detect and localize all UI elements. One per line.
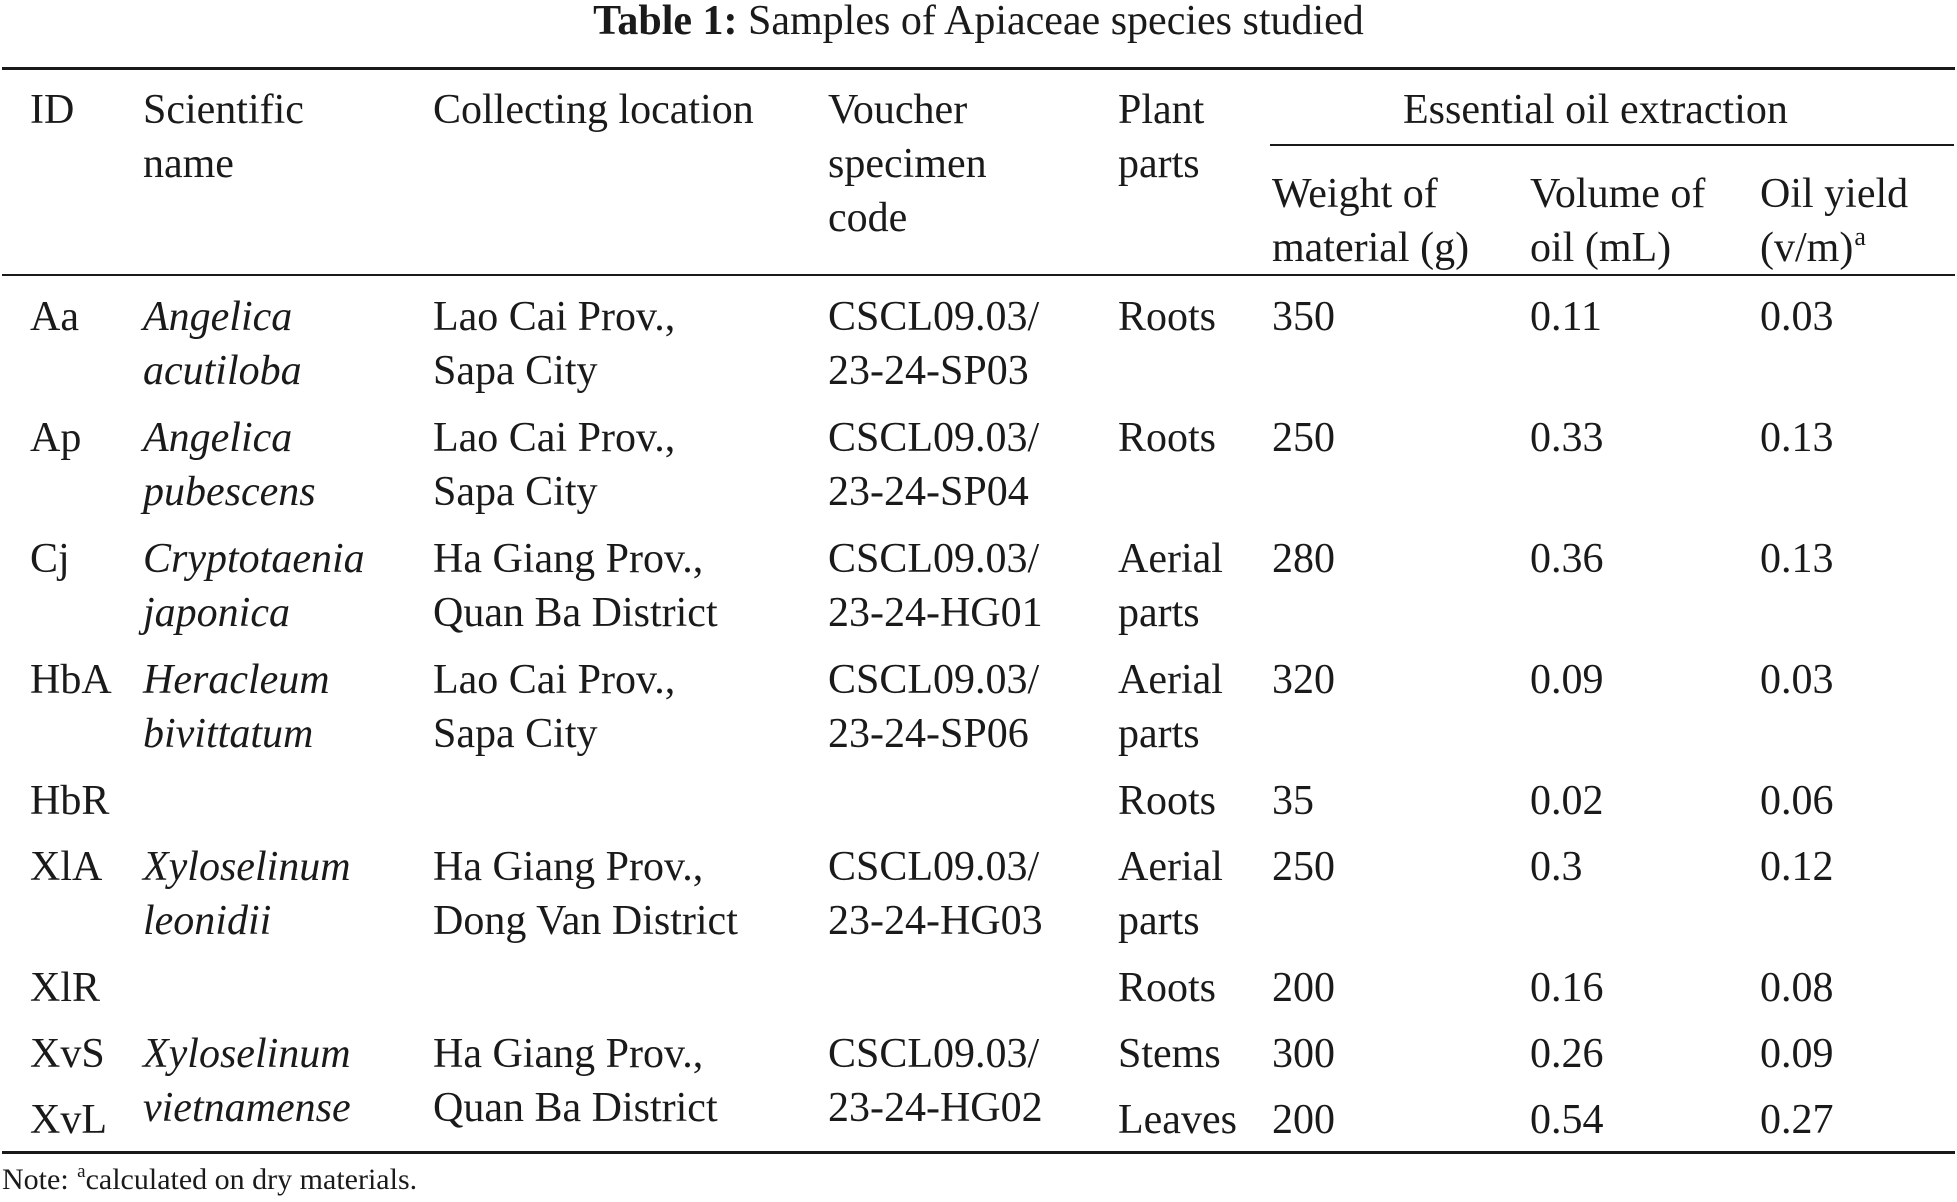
cell-weight: 200 [1272, 965, 1335, 1011]
cell-location: Lao Cai Prov., Sapa City [433, 415, 676, 515]
cell-location: Ha Giang Prov., Quan Ba District [433, 536, 718, 636]
cell-scientific-name: Xyloselinum vietnamense [143, 1031, 351, 1131]
header-weight: Weight of material (g) [1272, 171, 1470, 271]
cell-plant-part: Aerial parts [1118, 536, 1223, 636]
cell-weight: 320 [1272, 657, 1335, 703]
cell-oil-yield: 0.03 [1760, 657, 1834, 703]
cell-voucher: CSCL09.03/ 23-24-HG02 [828, 1031, 1043, 1131]
cell-voucher: CSCL09.03/ 23-24-HG03 [828, 844, 1043, 944]
header-id: ID [30, 87, 75, 133]
note-prefix: Note: [2, 1163, 69, 1196]
cell-plant-part: Aerial parts [1118, 844, 1223, 944]
cell-plant-part: Roots [1118, 778, 1217, 824]
cell-plant-part: Roots [1118, 294, 1217, 340]
cell-oil-yield: 0.13 [1760, 536, 1834, 582]
table-note [2, 1162, 417, 1202]
cell-scientific-name: Angelica pubescens [143, 415, 316, 515]
table-caption-text: Samples of Apiaceae species studied [748, 0, 1364, 44]
cell-scientific-name: Xyloselinum leonidii [143, 844, 351, 944]
cell-scientific-name: Heracleum bivittatum [143, 657, 330, 757]
cell-voucher: CSCL09.03/ 23-24-SP04 [828, 415, 1040, 515]
cell-plant-part: Aerial parts [1118, 657, 1223, 757]
note-sup: a [77, 1161, 86, 1182]
header-essential-oil-extraction: Essential oil extraction [1403, 87, 1788, 133]
cell-oil-yield: 0.06 [1760, 778, 1834, 824]
header-oil-yield [1760, 167, 1908, 280]
cell-voucher: CSCL09.03/ 23-24-SP06 [828, 657, 1040, 757]
cell-oil-yield: 0.27 [1760, 1097, 1834, 1143]
cell-location: Lao Cai Prov., Sapa City [433, 294, 676, 394]
cell-id: HbA [30, 657, 112, 703]
cell-id: XvS [30, 1031, 105, 1077]
cell-volume: 0.02 [1530, 778, 1604, 824]
cell-plant-part: Leaves [1118, 1097, 1237, 1143]
cell-plant-part: Roots [1118, 965, 1217, 1011]
header-scientific-name: Scientific name [143, 87, 304, 187]
cell-volume: 0.11 [1530, 294, 1602, 340]
cell-plant-part: Stems [1118, 1031, 1221, 1077]
cell-id: Aa [30, 294, 79, 340]
header-voucher-code: Voucher specimen code [828, 87, 987, 241]
cell-oil-yield: 0.09 [1760, 1031, 1834, 1077]
cell-weight: 350 [1272, 294, 1335, 340]
header-plant-parts: Plant parts [1118, 87, 1205, 187]
cell-weight: 280 [1272, 536, 1335, 582]
cell-scientific-name: Cryptotaenia japonica [143, 536, 365, 636]
cell-volume: 0.09 [1530, 657, 1604, 703]
cell-voucher: CSCL09.03/ 23-24-HG01 [828, 536, 1043, 636]
cell-id: HbR [30, 778, 110, 824]
cell-oil-yield: 0.03 [1760, 294, 1834, 340]
cell-weight: 35 [1272, 778, 1314, 824]
cell-weight: 250 [1272, 415, 1335, 461]
cell-oil-yield: 0.13 [1760, 415, 1834, 461]
cell-voucher: CSCL09.03/ 23-24-SP03 [828, 294, 1040, 394]
table-caption-label: Table 1: [593, 0, 738, 44]
cell-volume: 0.33 [1530, 415, 1604, 461]
cell-volume: 0.54 [1530, 1097, 1604, 1143]
bottom-rule [2, 1151, 1955, 1154]
cell-volume: 0.36 [1530, 536, 1604, 582]
cell-weight: 250 [1272, 844, 1335, 890]
header-oil-yield-sup: a [1854, 222, 1866, 251]
cell-plant-part: Roots [1118, 415, 1217, 461]
cell-scientific-name: Angelica acutiloba [143, 294, 302, 394]
cell-oil-yield: 0.12 [1760, 844, 1834, 890]
top-rule [2, 67, 1955, 70]
header-collecting-location: Collecting location [433, 87, 754, 133]
cell-id: Ap [30, 415, 82, 461]
header-volume: Volume of oil (mL) [1530, 171, 1706, 271]
cell-volume: 0.26 [1530, 1031, 1604, 1077]
cell-location: Ha Giang Prov., Dong Van District [433, 844, 738, 944]
note-text: calculated on dry materials. [85, 1163, 418, 1196]
cell-weight: 300 [1272, 1031, 1335, 1077]
cell-weight: 200 [1272, 1097, 1335, 1143]
cell-location: Lao Cai Prov., Sapa City [433, 657, 676, 757]
cell-id: XlA [30, 844, 103, 890]
cell-location: Ha Giang Prov., Quan Ba District [433, 1031, 718, 1131]
cell-volume: 0.3 [1530, 844, 1583, 890]
table-caption [0, 0, 1957, 42]
cell-volume: 0.16 [1530, 965, 1604, 1011]
cell-oil-yield: 0.08 [1760, 965, 1834, 1011]
group-header-rule [1270, 144, 1954, 146]
cell-id: XlR [30, 965, 101, 1011]
cell-id: XvL [30, 1097, 107, 1143]
header-oil-yield-text: Oil yield (v/m) [1760, 171, 1909, 271]
cell-id: Cj [30, 536, 70, 582]
